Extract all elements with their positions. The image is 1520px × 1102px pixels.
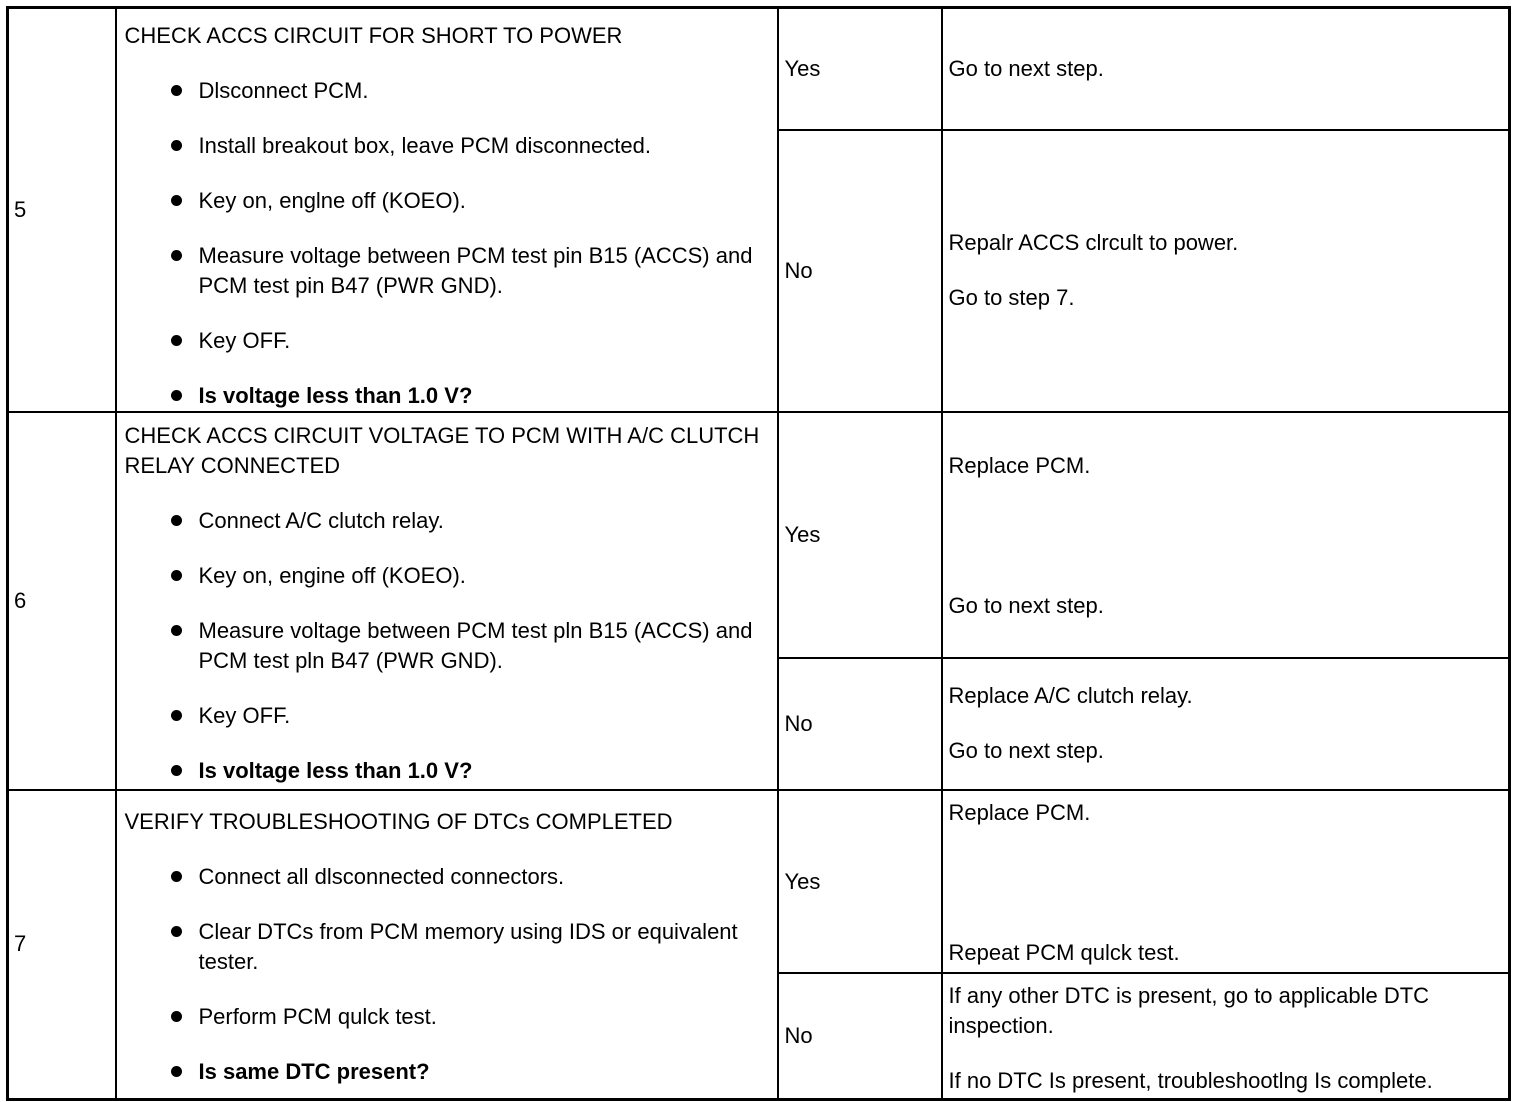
check-item: Measure voltage between PCM test pln B15 (ACCS) and PCM test pln B47 (PWR GND). [125, 616, 769, 676]
answer-label: Yes [784, 522, 821, 547]
result-line: Go to next step. [948, 55, 1104, 81]
step-7-yes-answer [778, 790, 942, 973]
step-6-yes-result [942, 412, 1510, 658]
step-6-title: CHECK ACCS CIRCUIT VOLTAGE TO PCM WITH A/C CLUTCH RELAY CONNECTED [124, 423, 760, 478]
check-item: Key OFF. [125, 326, 769, 356]
result-line: Replace PCM. [948, 800, 1091, 825]
check-item: Perform PCM qulck test. [125, 1002, 769, 1032]
check-item: Connect all dlsconnected connectors. [125, 862, 769, 892]
check-item: Key on, englne off (KOEO). [125, 186, 769, 216]
check-item: Install breakout box, leave PCM disconnected. [125, 131, 769, 161]
result-line: Go to next step. [948, 738, 1104, 763]
step-6-actions [116, 412, 778, 790]
step-6-no-answer [778, 658, 942, 790]
step-number-6 [8, 412, 116, 790]
step-7-checklist [125, 862, 769, 1087]
result-line: Go to step 7. [948, 285, 1075, 311]
check-question: Is same DTC present? [125, 1057, 769, 1087]
step-7-yes-result [942, 790, 1510, 973]
step-number-label: 6 [14, 588, 27, 613]
answer-label: No [784, 711, 813, 736]
check-question: Is voltage less than 1.0 V? [125, 756, 769, 786]
step-7-no-answer [778, 973, 942, 1099]
check-item: Measure voltage between PCM test pin B15 (ACCS) and PCM test pin B47 (PWR GND). [125, 241, 769, 301]
step-7-yes-row [8, 790, 1510, 973]
answer-label: Yes [784, 55, 821, 81]
step-number-label: 5 [14, 197, 27, 222]
step-5-yes-result [942, 8, 1510, 130]
check-item: Connect A/C clutch relay. [125, 506, 769, 536]
check-item: Key on, engine off (KOEO). [125, 561, 769, 591]
step-5-yes-answer [778, 8, 942, 130]
step-number-5 [8, 8, 116, 413]
answer-label: Yes [784, 868, 821, 894]
result-line: Repalr ACCS clrcult to power. [948, 230, 1239, 256]
step-number-label: 7 [14, 931, 27, 957]
step-5-checklist [125, 76, 769, 411]
result-line: If no DTC Is present, troubleshootlng Is complete. [948, 1068, 1433, 1093]
result-line: Go to next step. [948, 593, 1104, 618]
step-6-checklist [125, 506, 769, 786]
check-question: Is voltage less than 1.0 V? [125, 381, 769, 411]
result-line: If any other DTC is present, go to applicable DTC inspection. [948, 983, 1430, 1038]
step-6-yes-row [8, 412, 1510, 658]
answer-label: No [784, 257, 813, 283]
check-item: Dlsconnect PCM. [125, 76, 769, 106]
step-7-no-result [942, 973, 1510, 1099]
check-item: Clear DTCs from PCM memory using IDS or equivalent tester. [125, 917, 769, 977]
step-7-title: VERIFY TROUBLESHOOTING OF DTCs COMPLETED [124, 809, 673, 834]
result-line: Replace A/C clutch relay. [948, 683, 1193, 708]
step-number-7 [8, 790, 116, 1099]
step-5-yes-row [8, 8, 1510, 130]
diagnostic-table [6, 6, 1511, 1101]
step-7-actions [116, 790, 778, 1099]
step-6-yes-answer [778, 412, 942, 658]
step-5-no-result [942, 130, 1510, 412]
step-5-no-answer [778, 130, 942, 412]
check-item: Key OFF. [125, 701, 769, 731]
result-line: Replace PCM. [948, 453, 1091, 478]
step-6-no-result [942, 658, 1510, 790]
answer-label: No [784, 1022, 813, 1048]
step-5-actions [116, 8, 778, 413]
result-line: Repeat PCM qulck test. [948, 940, 1180, 965]
step-5-title: CHECK ACCS CIRCUIT FOR SHORT TO POWER [124, 23, 623, 48]
